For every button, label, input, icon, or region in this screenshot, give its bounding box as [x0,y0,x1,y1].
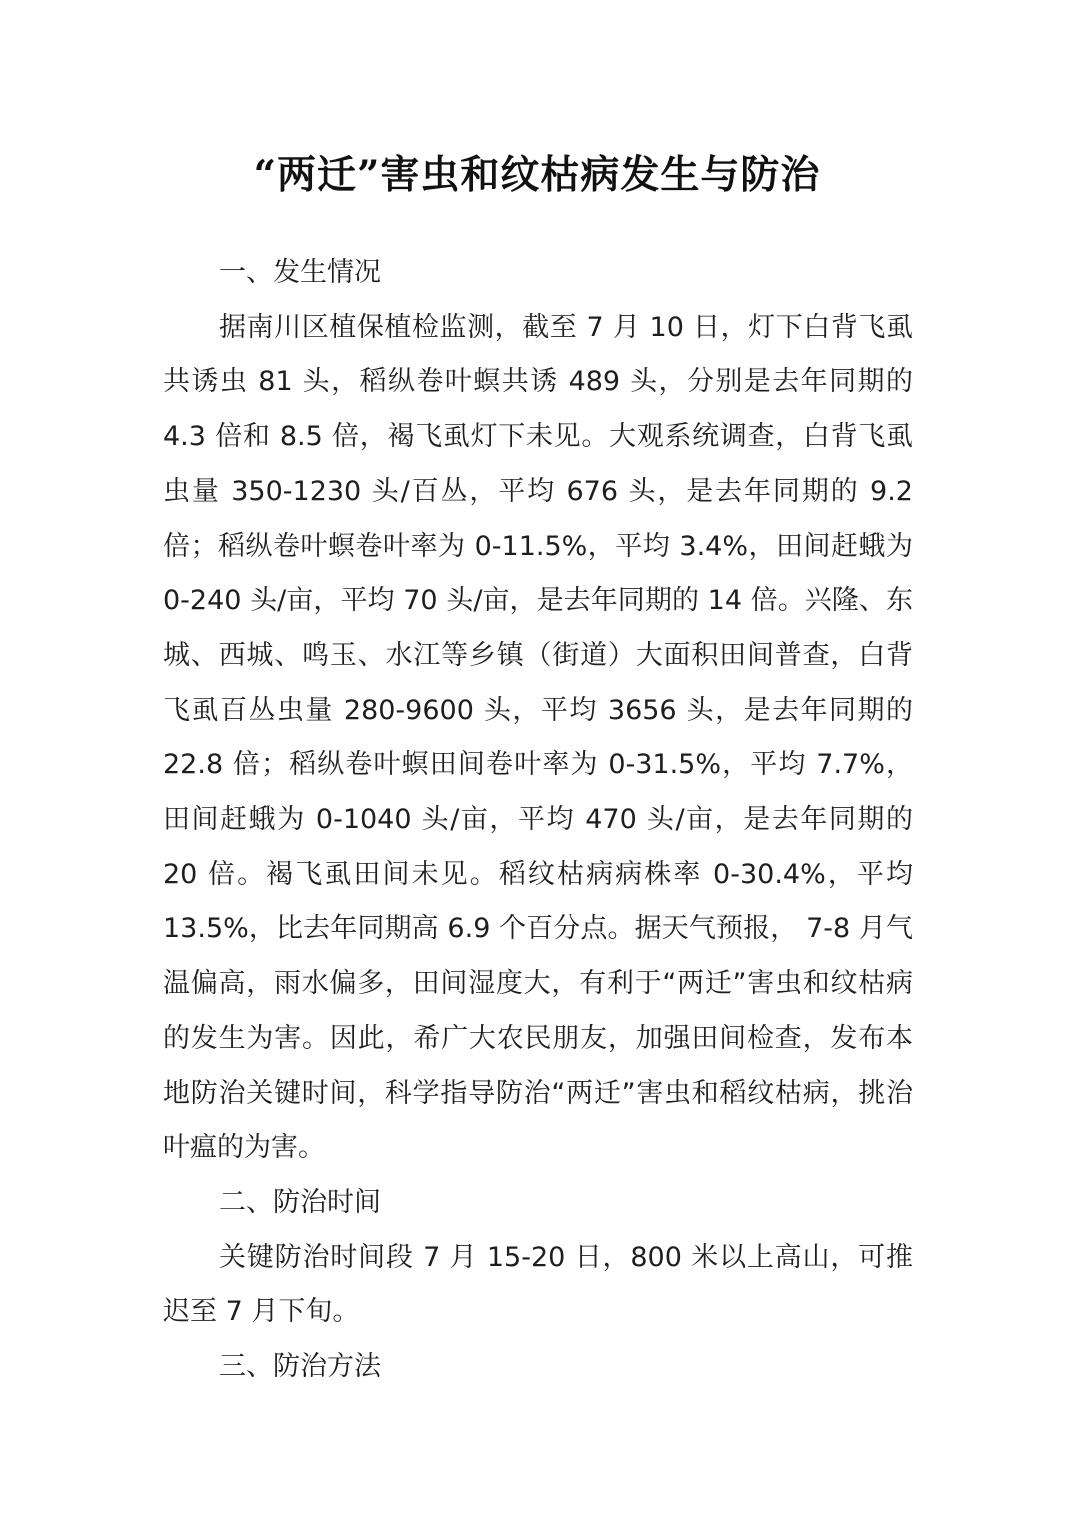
document-title: “两迁”害虫和纹枯病发生与防治 [253,152,821,198]
section-heading-control-method: 三、防治方法 [219,1351,381,1383]
document-body [163,246,913,1395]
section-heading-control-time: 二、防治时间 [219,1186,381,1218]
section-heading-occurrence: 一、发生情况 [219,257,381,288]
section-paragraph-control-time: 关键防治时间段 7 月 15-20 日，800 米以上高山，可推迟至 7 月下旬。 [163,1241,913,1328]
section-paragraph-occurrence: 据南川区植保植检监测，截至 7 月 10 日，灯下白背飞虱共诱虫 81 头，稻纵卷叶螟共诱 489 头，分别是去年同期的 4.3 倍和 8.5 倍，褐飞虱灯下未见。大观系统调查，白背飞虱虫量 350-1230 头/百丛，平均 676 头，是去年同期的 9.2 倍；稻纵卷叶螟卷叶率为 0-11.5%，平均 3.4%，田间赶蛾为 0-240 头/亩，平均 70 头/亩，是去年同期的 14 倍。兴隆、东城、西城、鸣玉、水江等乡镇（街道）大面积田间普查，白背飞虱百丛虫量 280-9600 头，平均 3656 头，是去年同期的 22.8 倍；稻纵卷叶螟田间卷叶率为 0-31.5%，平均 7.7%，田间赶蛾为 0-1040 头/亩，平均 470 头/亩，是去年同期的 20 倍。褐飞虱田间未见。稻纹枯病病株率 0-30.4%，平均 13.5%，比去年同期高 6.9 个百分点。据天气预报， 7-8 月气温偏高，雨水偏多，田间湿度大，有利于“两迁”害虫和纹枯病的发生为害。因此，希广大农民朋友，加强田间检查，发布本地防治关键时间，科学指导防治“两迁”害虫和稻纹枯病，挑治叶瘟的为害。 [163,311,913,1164]
